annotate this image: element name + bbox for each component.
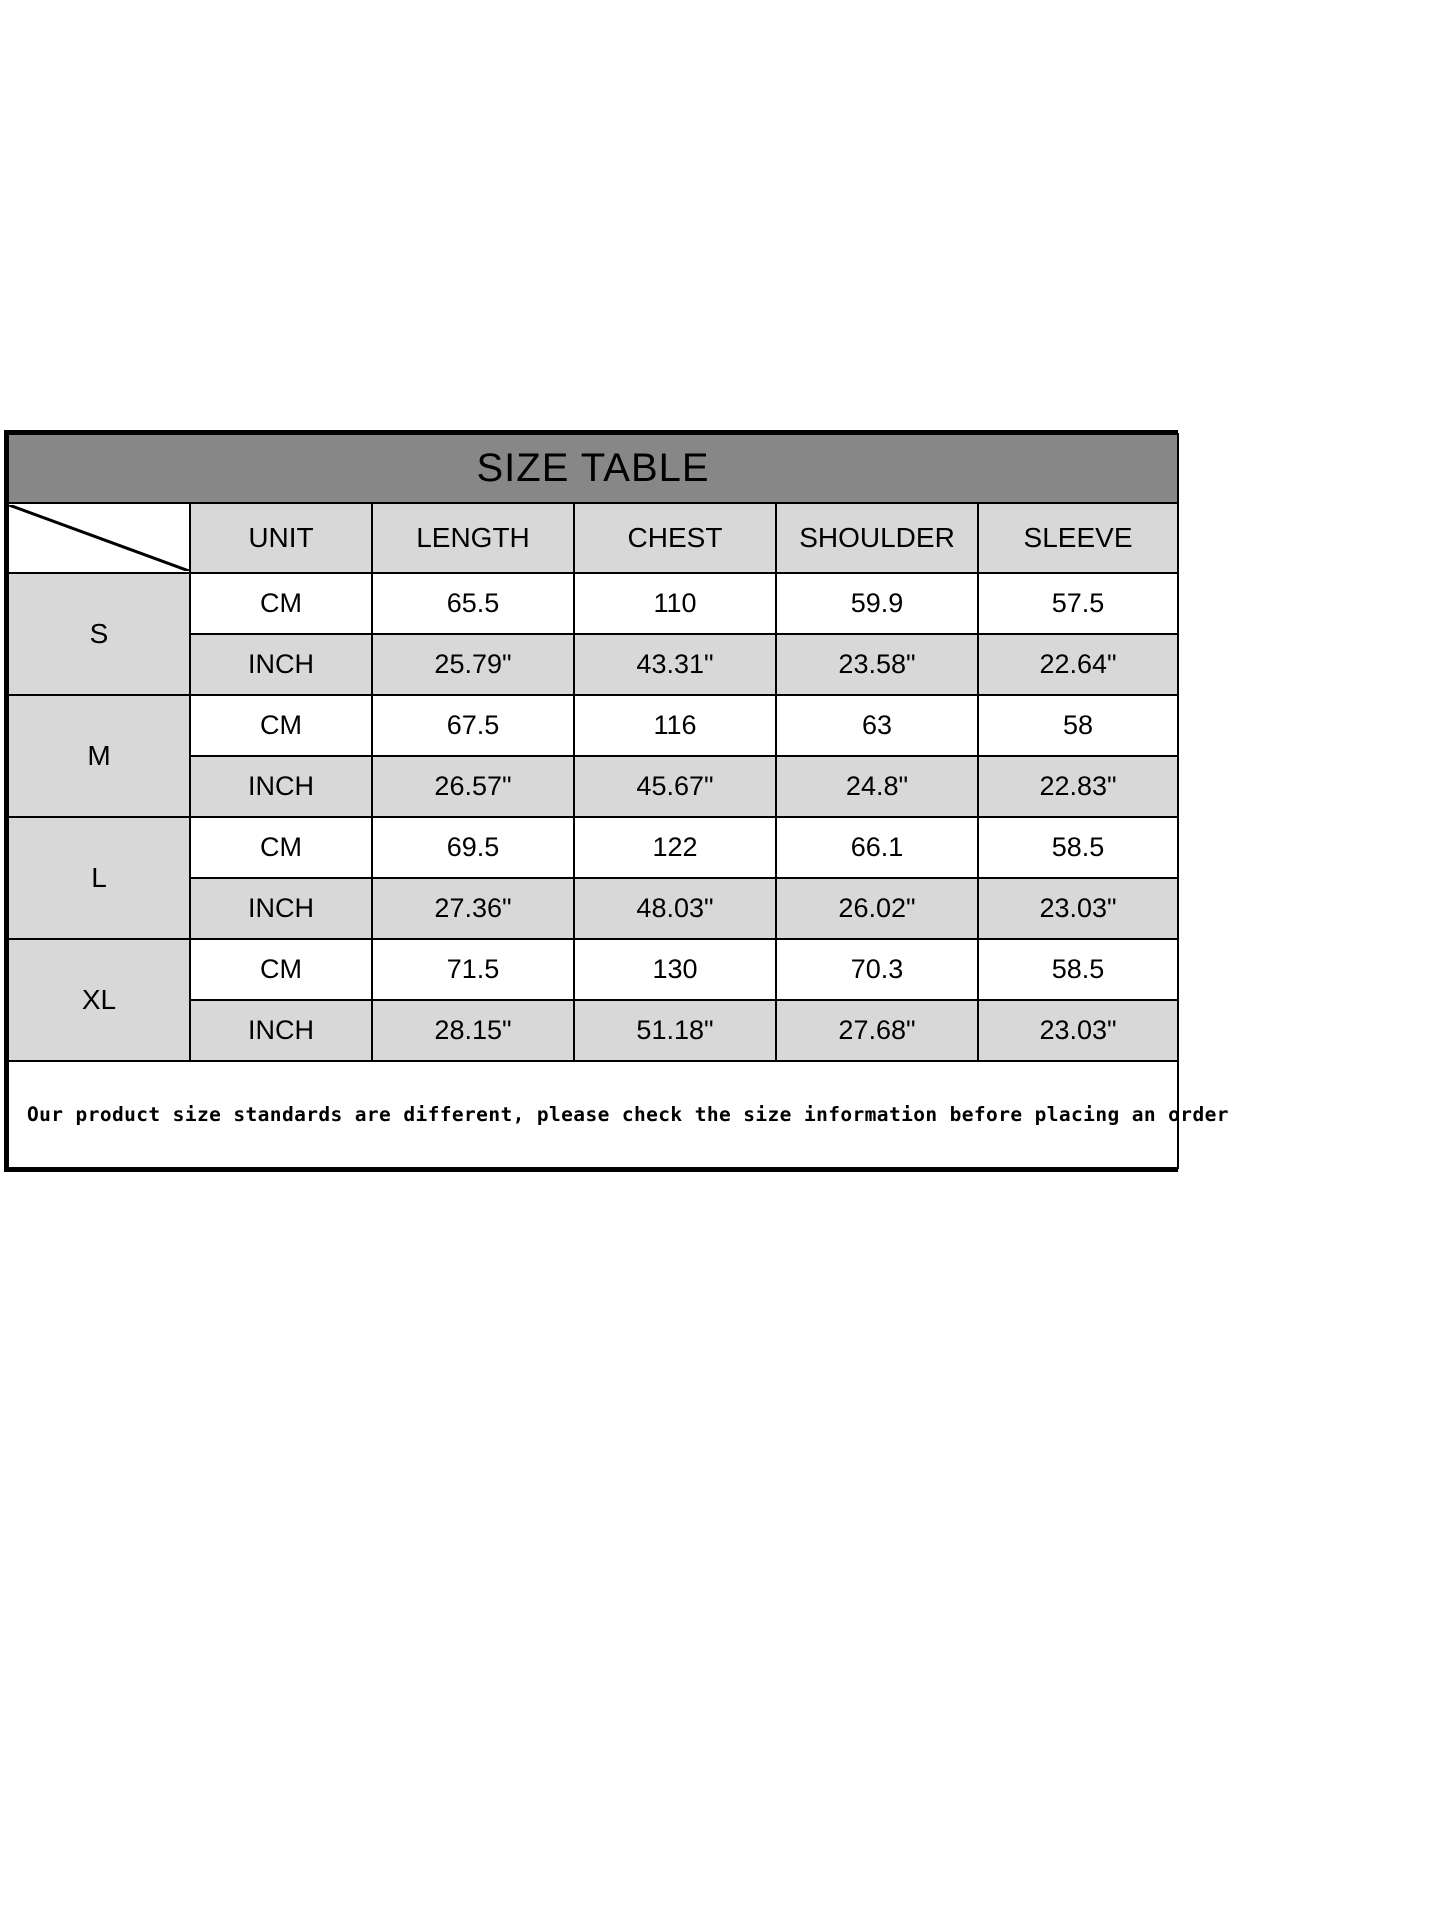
row-sleeve-l-inch: 23.03" — [978, 878, 1178, 939]
corner-diagonal-cell — [8, 503, 190, 573]
row-shoulder-xl-cm: 70.3 — [776, 939, 978, 1000]
row-unit-xl-cm: CM — [190, 939, 372, 1000]
row-size-label-l: L — [8, 817, 190, 939]
row-length-m-inch: 26.57" — [372, 756, 574, 817]
column-header-length: LENGTH — [372, 503, 574, 573]
row-length-l-inch: 27.36" — [372, 878, 574, 939]
row-unit-l-cm: CM — [190, 817, 372, 878]
row-unit-m-cm: CM — [190, 695, 372, 756]
row-length-m-cm: 67.5 — [372, 695, 574, 756]
row-chest-xl-cm: 130 — [574, 939, 776, 1000]
table-row — [8, 695, 1178, 756]
row-shoulder-s-cm: 59.9 — [776, 573, 978, 634]
row-length-s-inch: 25.79" — [372, 634, 574, 695]
column-header-sleeve: SLEEVE — [978, 503, 1178, 573]
table-header-row — [8, 503, 1178, 573]
column-header-shoulder: SHOULDER — [776, 503, 978, 573]
row-unit-s-inch: INCH — [190, 634, 372, 695]
row-shoulder-m-inch: 24.8" — [776, 756, 978, 817]
row-chest-s-cm: 110 — [574, 573, 776, 634]
row-chest-m-cm: 116 — [574, 695, 776, 756]
size-table-container — [4, 430, 1229, 1172]
table-row — [8, 817, 1178, 878]
row-chest-l-inch: 48.03" — [574, 878, 776, 939]
diagonal-line-icon — [9, 505, 189, 571]
row-chest-s-inch: 43.31" — [574, 634, 776, 695]
row-shoulder-s-inch: 23.58" — [776, 634, 978, 695]
row-sleeve-m-cm: 58 — [978, 695, 1178, 756]
row-unit-m-inch: INCH — [190, 756, 372, 817]
row-unit-s-cm: CM — [190, 573, 372, 634]
row-unit-l-inch: INCH — [190, 878, 372, 939]
row-shoulder-l-inch: 26.02" — [776, 878, 978, 939]
row-shoulder-xl-inch: 27.68" — [776, 1000, 978, 1061]
size-note-cell — [8, 1061, 1229, 1168]
column-header-unit: UNIT — [190, 503, 372, 573]
row-chest-xl-inch: 51.18" — [574, 1000, 776, 1061]
row-chest-l-cm: 122 — [574, 817, 776, 878]
row-size-label-m: M — [8, 695, 190, 817]
size-note-text: Our product size standards are different, please check the size information before placing an order — [27, 1103, 1229, 1126]
row-shoulder-l-cm: 66.1 — [776, 817, 978, 878]
row-length-l-cm: 69.5 — [372, 817, 574, 878]
page-title: SIZE TABLE — [8, 434, 1178, 503]
table-row — [8, 939, 1178, 1000]
row-sleeve-xl-cm: 58.5 — [978, 939, 1178, 1000]
row-chest-m-inch: 45.67" — [574, 756, 776, 817]
row-length-s-cm: 65.5 — [372, 573, 574, 634]
table-title-row — [8, 434, 1178, 503]
row-sleeve-l-cm: 58.5 — [978, 817, 1178, 878]
row-unit-xl-inch: INCH — [190, 1000, 372, 1061]
row-length-xl-inch: 28.15" — [372, 1000, 574, 1061]
row-size-label-xl: XL — [8, 939, 190, 1061]
table-row — [8, 573, 1178, 634]
size-table — [7, 433, 1229, 1169]
row-size-label-s: S — [8, 573, 190, 695]
row-sleeve-xl-inch: 23.03" — [978, 1000, 1178, 1061]
table-note-row — [8, 1061, 1178, 1168]
row-sleeve-s-inch: 22.64" — [978, 634, 1178, 695]
column-header-chest: CHEST — [574, 503, 776, 573]
row-sleeve-s-cm: 57.5 — [978, 573, 1178, 634]
row-sleeve-m-inch: 22.83" — [978, 756, 1178, 817]
row-shoulder-m-cm: 63 — [776, 695, 978, 756]
row-length-xl-cm: 71.5 — [372, 939, 574, 1000]
